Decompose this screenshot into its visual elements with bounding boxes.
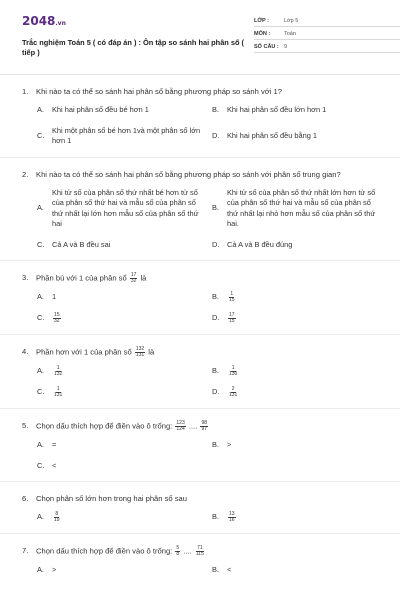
question-suffix: là (140, 273, 147, 283)
option-text: < (52, 460, 57, 470)
answer-option[interactable] (37, 461, 212, 472)
fraction (228, 512, 236, 523)
fraction-numerator: 1 (231, 365, 235, 371)
question-text (22, 273, 386, 284)
question-label: Chọn dấu thích hợp để điền vào ô trống: (36, 421, 173, 431)
fraction (53, 512, 61, 523)
answer-option[interactable] (212, 440, 387, 451)
option-text: > (52, 565, 57, 574)
option-text (52, 512, 212, 523)
question-suffix: .... (188, 421, 198, 431)
question-text (22, 347, 386, 358)
question-body (36, 273, 386, 284)
question-body (36, 347, 386, 358)
fraction (175, 546, 180, 557)
option-letter: A. (37, 105, 44, 114)
answer-option[interactable] (37, 240, 212, 251)
fraction-denominator: 8 (176, 551, 180, 557)
question-number: 4. (22, 347, 29, 356)
question-text (22, 546, 386, 557)
question-number: 6. (22, 494, 29, 503)
fraction-numerator: 132 (135, 346, 145, 352)
fraction (228, 313, 236, 324)
fraction-denominator: 131 (54, 392, 63, 398)
option-letter: B. (212, 512, 219, 522)
question-divider (0, 408, 400, 409)
answer-options (22, 105, 386, 147)
option-letter: B. (212, 105, 219, 114)
fraction-denominator: 97 (201, 426, 208, 432)
option-letter: A. (37, 203, 44, 213)
answer-option[interactable] (37, 387, 212, 398)
question-divider (0, 157, 400, 158)
question-text (22, 170, 386, 180)
question-text (22, 494, 386, 504)
fraction-denominator: 15 (229, 318, 235, 324)
question-label: Chọn dấu thích hợp để điền vào ô trống: (36, 546, 173, 556)
meta-value: Toán (284, 31, 296, 37)
fraction-numerator: 17 (130, 272, 137, 278)
option-text (227, 512, 387, 523)
question-body (36, 494, 386, 504)
option-letter: D. (212, 313, 220, 323)
option-text (52, 387, 212, 398)
question-divider (0, 260, 400, 261)
question (22, 546, 386, 576)
option-letter: B. (212, 440, 219, 449)
answer-option[interactable] (212, 240, 387, 251)
option-letter: A. (37, 366, 44, 376)
meta-label: MÔN : (254, 31, 271, 37)
option-letter: C. (37, 239, 45, 249)
question-suffix: là (148, 347, 155, 357)
fraction (195, 546, 205, 557)
fraction (228, 292, 236, 303)
question-text (22, 87, 386, 97)
fraction-numerator: 17 (229, 312, 235, 318)
fraction-numerator: 13 (229, 511, 235, 517)
question-divider (0, 334, 400, 335)
fraction (228, 387, 238, 398)
answer-option[interactable] (212, 565, 387, 576)
option-letter: C. (37, 313, 45, 323)
fraction (53, 313, 61, 324)
answer-options (22, 292, 386, 324)
option-letter: C. (37, 387, 45, 397)
fraction-denominator: 32 (130, 278, 137, 284)
question (22, 494, 386, 534)
document-title: Trắc nghiệm Toán 5 ( có đáp án ) : Ôn tập so sánh hai phân số ( tiếp ) (22, 38, 245, 57)
fraction-denominator: 124 (176, 426, 185, 432)
question (22, 170, 386, 262)
option-text: Khi một phân số bé hơn 1và một phân số lớn hơn 1 (52, 125, 201, 145)
fraction-denominator: 32 (54, 318, 60, 324)
answer-option[interactable] (212, 512, 387, 523)
fraction-numerator: 8 (55, 511, 59, 517)
answer-option[interactable] (37, 512, 212, 523)
question-suffix: .... (183, 546, 192, 556)
answer-option[interactable] (37, 126, 212, 147)
fraction-numerator: 98 (201, 420, 208, 426)
answer-option[interactable] (37, 313, 212, 324)
option-letter: B. (212, 565, 219, 574)
question-label: Khi nào ta có thể so sánh hai phân số bằng phương pháp so sánh với phân số trung gian? (36, 169, 341, 179)
question-label: Phần hơn với 1 của phân số (36, 347, 132, 357)
fraction (135, 347, 145, 358)
option-letter: B. (212, 203, 219, 213)
question-number: 5. (22, 421, 29, 430)
meta-row (254, 27, 400, 40)
question-text (22, 421, 386, 432)
answer-option[interactable] (37, 105, 212, 116)
meta-value: 9 (284, 44, 288, 50)
fraction-denominator: 15 (229, 297, 235, 303)
answer-option[interactable] (37, 366, 212, 377)
option-text: Khi hai phân số đều bé hơn 1 (52, 105, 149, 114)
question (22, 87, 386, 158)
document-header (22, 10, 386, 66)
fraction-numerator: 123 (176, 420, 185, 426)
option-text (52, 313, 212, 324)
fraction-numerator: 15 (54, 312, 60, 318)
option-text (227, 313, 387, 324)
option-letter: A. (37, 292, 44, 302)
question-body (36, 170, 386, 180)
option-text: Khi tử số của phân số thứ nhất lớn hơn tử số của phân số thứ hai và mẫu số của phân số thứ nhất lại nhỏ hơn mẫu số của phân số thứ hai. (227, 187, 376, 228)
fraction-numerator: 1 (56, 365, 60, 371)
answer-option[interactable] (212, 105, 387, 116)
option-letter: C. (37, 130, 45, 140)
question-body (36, 87, 386, 97)
answer-option[interactable] (212, 126, 387, 147)
meta-table (254, 14, 400, 53)
fraction-denominator: 131 (229, 392, 238, 398)
option-letter: A. (37, 512, 44, 522)
fraction-numerator: 1 (230, 291, 234, 297)
question-number: 1. (22, 87, 29, 96)
fraction-numerator: 1 (56, 386, 60, 392)
option-letter: D. (212, 387, 220, 397)
answer-options (22, 565, 386, 576)
answer-options (22, 512, 386, 523)
question-divider (0, 481, 400, 482)
answer-options (22, 366, 386, 398)
option-text: Cả A và B đều đúng (227, 239, 293, 249)
option-letter: B. (212, 366, 219, 376)
option-text: = (52, 440, 57, 449)
answer-option[interactable] (212, 292, 387, 303)
answer-option[interactable] (37, 440, 212, 451)
question-number: 3. (22, 273, 29, 282)
option-text: Khi hai phân số đều bằng 1 (227, 130, 317, 140)
fraction (175, 421, 185, 432)
option-letter: B. (212, 292, 219, 302)
answer-options (22, 440, 386, 471)
fraction-denominator: 132 (54, 371, 63, 377)
option-letter: A. (37, 440, 44, 449)
question-body (36, 546, 386, 557)
answer-option[interactable] (37, 565, 212, 576)
fraction-numerator: 71 (197, 545, 203, 551)
answer-option[interactable] (212, 366, 387, 377)
question-number: 2. (22, 169, 29, 179)
option-letter: D. (212, 239, 220, 249)
question (22, 347, 386, 409)
option-text: Khi tử số của phân số thứ nhất bé hơn tử số của phân số thứ hai và mẫu số của phân số thứ nhất lại lớn hơn mẫu số của phân số thứ hai (52, 187, 199, 228)
fraction (130, 273, 138, 284)
question-divider (0, 533, 400, 534)
option-letter: C. (37, 460, 45, 470)
question-label: Chọn phân số lớn hơn trong hai phân số sau (36, 494, 187, 503)
fraction (53, 366, 63, 377)
brand-name: 2048 (22, 14, 56, 28)
fraction-denominator: 115 (195, 551, 204, 557)
meta-row (254, 40, 400, 53)
brand-logo[interactable] (22, 14, 66, 28)
answer-option[interactable] (212, 313, 387, 324)
question (22, 421, 386, 482)
meta-row (254, 14, 400, 27)
fraction-numerator: 2 (231, 386, 235, 392)
meta-label: SỐ CÂU : (254, 44, 279, 50)
answer-option[interactable] (37, 188, 212, 230)
answer-option[interactable] (212, 387, 387, 398)
question-body (36, 421, 386, 432)
option-text (227, 366, 387, 377)
option-text (227, 387, 387, 398)
fraction (228, 366, 238, 377)
fraction-numerator: 5 (176, 545, 180, 551)
fraction (53, 387, 63, 398)
question-list (22, 87, 386, 576)
answer-option[interactable] (37, 292, 212, 303)
fraction (200, 421, 208, 432)
brand-suffix: .vn (55, 20, 66, 27)
meta-label: LỚP : (254, 18, 269, 24)
option-letter: A. (37, 565, 44, 574)
question-number: 7. (22, 546, 29, 555)
answer-options (22, 188, 386, 251)
fraction-denominator: 19 (54, 517, 60, 523)
option-text: Khi hai phân số đều lớn hơn 1 (227, 105, 327, 114)
option-text (52, 366, 212, 377)
header-divider (0, 74, 400, 75)
option-text: 1 (52, 292, 57, 302)
option-text: < (227, 565, 232, 574)
fraction-denominator: 131 (135, 352, 145, 358)
question (22, 273, 386, 335)
meta-value: Lớp 5 (284, 18, 299, 24)
fraction-denominator: 16 (229, 517, 235, 523)
question-label: Phần bù với 1 của phân số (36, 273, 127, 283)
question-label: Khi nào ta có thể so sánh hai phân số bằng phương pháp so sánh với 1? (36, 87, 282, 96)
option-text: > (227, 440, 232, 449)
option-text: Cả A và B đều sai (52, 239, 111, 249)
option-text (227, 292, 387, 303)
fraction-denominator: 130 (229, 371, 238, 377)
option-letter: D. (212, 130, 220, 140)
answer-option[interactable] (212, 188, 387, 230)
